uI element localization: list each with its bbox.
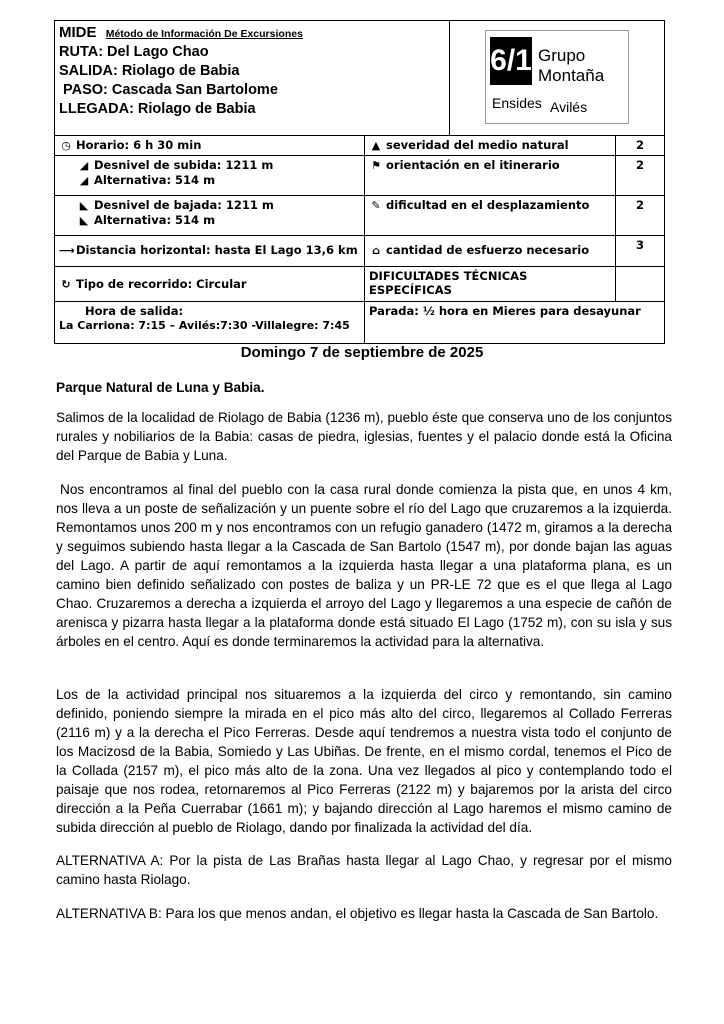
horario-cell [55, 135, 365, 156]
desnivel-bajada-cell [55, 196, 365, 236]
paragraph: Nos encontramos al final del pueblo con la casa rural donde comienza la pista que, en unos 4 km, nos lleva a un poste de señalización y un puente sobre el río del Lago que cruzaremos a la izquierda. Remontamos unos 200 m y nos encontramos con un refugio ganadero (1472 m, giramos a la derecha y seguimos subiendo hasta llegar a la Cascada de San Bartolo (1547 m), por donde bajan las aguas del Lago. A partir de aquí remontamos a la izquierda hasta llegar a una plataforma plana, es un camino bien definido señalizado con postes de baliza y un PR-LE 72 que es el que llega al Lago Chao. Cruzaremos a derecha a izquierda el arroyo del Lago y llegaremos a una especie de cañón de arenisca y pizarra hasta llegar a la plataforma donde está situado El Lago (1752 m), con su isla y sus árboles en el centro. Aquí es donde terminaremos la actividad para la alternativa. [56, 482, 672, 649]
dificultad-label: dificultad en el desplazamiento [386, 198, 590, 213]
tipo-recorrido-cell [55, 267, 365, 302]
desnivel-subida-text: Desnivel de subida: 1211 m [94, 158, 274, 173]
effort-icon: ⌂ [372, 244, 380, 258]
section-title: Parque Natural de Luna y Babia. [56, 380, 265, 395]
esfuerzo-cell [365, 235, 616, 266]
distancia-text: Distancia horizontal: hasta El Lago 13,6 km [76, 243, 358, 258]
paragraph: Los de la actividad principal nos situaremos a la izquierda del circo y remontando, sin camino definido, poniendo siempre la mirada en el pico más alto del circo, llegaremos al Collado Ferreras (2116 m) y a la derecha el Pico Ferreras. Desde aquí tendremos a nuestra vista todo el conjunto de los Macizosd de la Babia, Somiedo y Las Ubiñas. De frente, en el mismo cordal, tenemos el Pico de la Collada (2157 m), el pico más alto de la zona. Una vez llegados al pico y contemplando todo el paisaje que nos rodea, retornaremos al Pico Ferreras (2122 m) y bajaremos por la arista del circo dirección a la Peña Cuerrabar (1661 m); y bajando dirección al Lago haremos el mismo camino de subida dirección al pueblo de Riolago, dando por finalizada la actividad del día. [56, 687, 672, 835]
orientacion-value: 2 [616, 156, 665, 196]
severidad-value: 2 [616, 135, 665, 156]
circular-route-icon: ↻ [61, 277, 71, 291]
dificultades-tecnicas-label: DIFICULTADES TÉCNICAS ESPECÍFICAS [369, 269, 528, 298]
warning-icon: ▲ [371, 138, 381, 152]
orientacion-label: orientación en el itinerario [386, 158, 560, 173]
mountain-icon: ◣ [79, 213, 89, 227]
severidad-cell [365, 135, 616, 156]
dificultad-cell [365, 196, 616, 236]
clock-icon: ◷ [61, 138, 71, 152]
esfuerzo-value: 3 [616, 235, 665, 266]
paragraph: ALTERNATIVA A: Por la pista de Las Brañas hasta llegar al Lago Chao, y regresar por el mismo camino hasta Riolago. [56, 853, 672, 887]
logo-mark: 6/1 [490, 37, 532, 85]
route-end: LLEGADA: Riolago de Babia [59, 100, 256, 117]
mide-heading [59, 24, 445, 43]
esfuerzo-label: cantidad de esfuerzo necesario [386, 243, 590, 258]
desnivel-subida-cell [55, 156, 365, 196]
desnivel-bajada-text: Desnivel de bajada: 1211 m [94, 198, 274, 213]
route-name: RUTA: Del Lago Chao [59, 43, 209, 60]
mountain-icon: ◢ [79, 159, 89, 173]
mide-title: MIDE [59, 24, 97, 41]
dificultades-tecnicas-value [616, 267, 665, 302]
logo-cell [450, 21, 665, 136]
distance-icon: ⟶ [59, 244, 75, 258]
dificultades-tecnicas-cell [365, 267, 616, 302]
mountain-icon: ◣ [79, 199, 89, 213]
signpost-icon: ⚑ [371, 159, 381, 173]
paragraph: ALTERNATIVA B: Para los que menos andan, el objetivo es llegar hasta la Cascada de San Bartolo. [56, 906, 659, 921]
club-logo [485, 30, 629, 124]
logo-ensides: Ensides [492, 95, 542, 112]
dificultad-value: 2 [616, 196, 665, 236]
severidad-label: severidad del medio natural [386, 137, 569, 152]
distancia-cell [55, 235, 365, 266]
parada-cell [365, 302, 665, 344]
event-date: Domingo 7 de septiembre de 2025 [240, 344, 484, 361]
logo-grupo: Grupo [538, 46, 586, 66]
route-pass: PASO: Cascada San Bartolome [63, 81, 278, 98]
mide-table [54, 20, 665, 344]
hora-salida-text: La Carriona: 7:15 – Avilés:7:30 -Villalegre: 7:45 [59, 318, 350, 332]
orientacion-cell [365, 156, 616, 196]
logo-aviles: Avilés [550, 99, 588, 116]
hora-salida-cell [55, 302, 365, 344]
desnivel-bajada-alt-text: Alternativa: 514 m [94, 212, 216, 227]
horario-text: Horario: 6 h 30 min [76, 137, 202, 152]
mountain-icon: ◢ [79, 174, 89, 188]
desnivel-subida-alt-text: Alternativa: 514 m [94, 173, 216, 188]
logo-montana: Montaña [538, 66, 605, 86]
paragraph: Salimos de la localidad de Riolago de Babia (1236 m), pueblo éste que conserva uno de los conjuntos rurales y nobiliarios de la Babia: casas de piedra, iglesias, fuentes y el palacio donde está la Oficina del Parque de Babia y Luna. [56, 410, 672, 463]
hora-salida-label: Hora de salida: [85, 304, 184, 319]
tipo-recorrido-text: Tipo de recorrido: Circular [76, 276, 247, 291]
route-header [55, 21, 450, 136]
parada-text: Parada: ½ hora en Mieres para desayunar [369, 304, 641, 319]
boot-icon: ✎ [371, 199, 381, 213]
mide-subtitle: Método de Información De Excursiones [105, 28, 303, 40]
route-start: SALIDA: Riolago de Babia [59, 62, 240, 79]
